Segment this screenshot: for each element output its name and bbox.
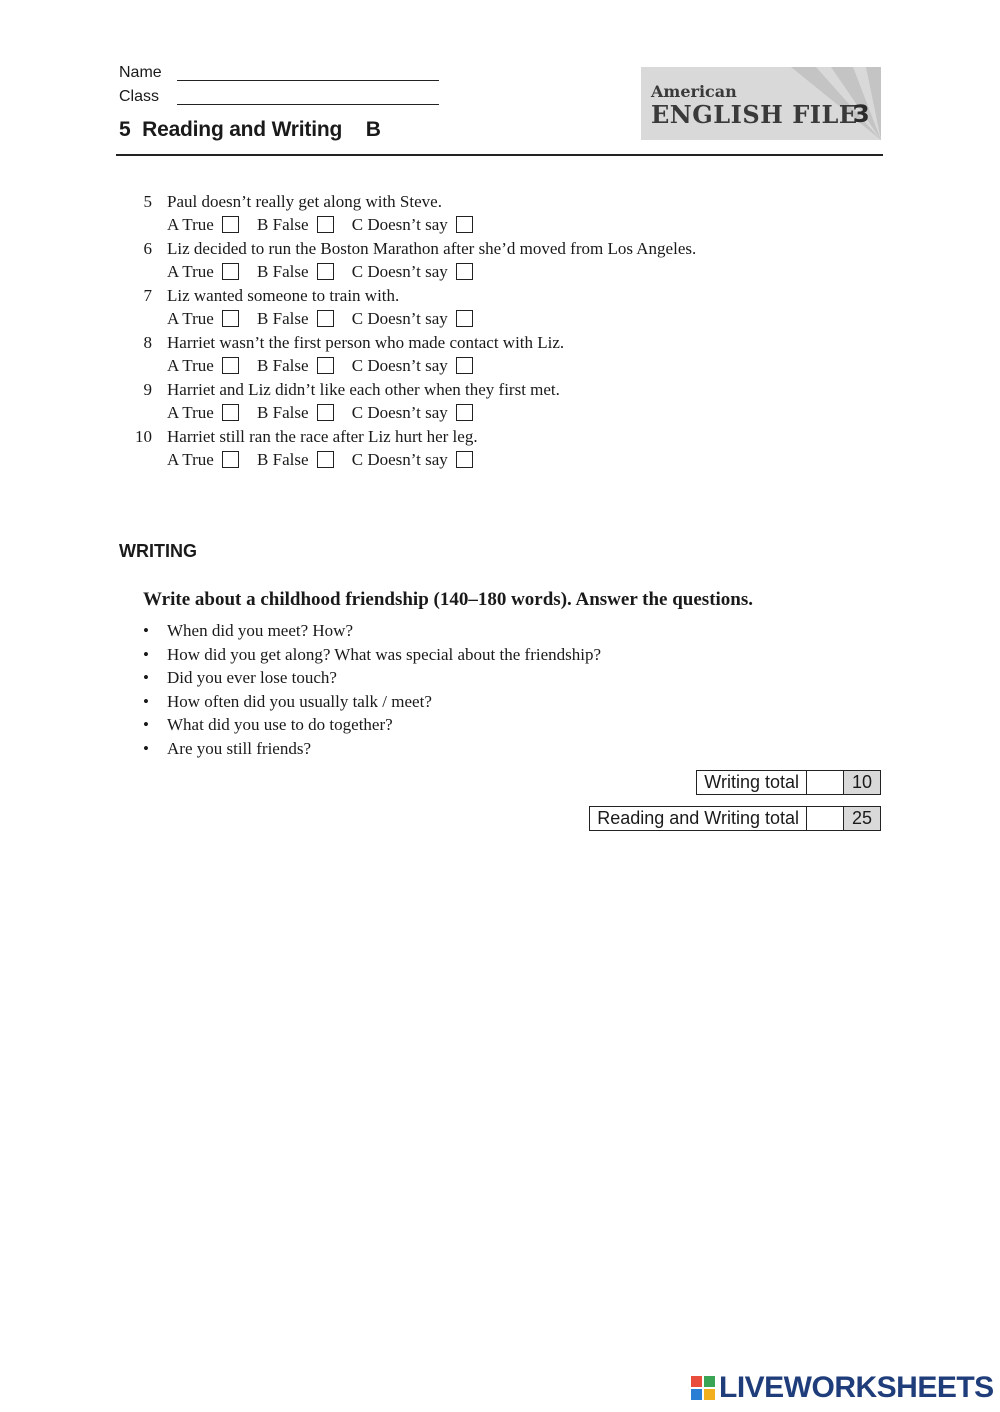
writing-instruction: Write about a childhood friendship (140–180 words). Answer the questions. — [143, 589, 754, 610]
reading-writing-score-field[interactable] — [807, 807, 844, 830]
answer-options — [167, 403, 473, 423]
option-a-checkbox[interactable] — [222, 310, 239, 327]
option-c-label: C Doesn’t say — [351, 403, 448, 422]
question-text: Harriet still ran the race after Liz hurt her leg. — [167, 427, 478, 446]
question-item — [120, 425, 880, 472]
option-b-checkbox[interactable] — [317, 357, 334, 374]
reading-writing-max-score: 25 — [844, 807, 880, 830]
option-c-checkbox[interactable] — [456, 310, 473, 327]
writing-total-label: Writing total — [697, 771, 807, 794]
option-c-checkbox[interactable] — [456, 216, 473, 233]
prompt-text: What did you use to do together? — [167, 715, 393, 734]
list-item — [143, 668, 601, 692]
answer-options — [167, 309, 473, 329]
list-item — [143, 715, 601, 739]
option-a-checkbox[interactable] — [222, 404, 239, 421]
option-a-checkbox[interactable] — [222, 451, 239, 468]
question-list — [120, 190, 880, 472]
bullet-icon: • — [143, 715, 149, 734]
option-c-checkbox[interactable] — [456, 451, 473, 468]
option-b-label: B False — [257, 356, 309, 375]
bullet-icon: • — [143, 738, 149, 758]
option-a-label: A True — [167, 356, 214, 375]
option-a-label: A True — [167, 262, 214, 281]
question-text: Liz wanted someone to train with. — [167, 286, 400, 305]
name-label: Name — [119, 64, 162, 81]
bullet-icon: • — [143, 621, 149, 640]
question-item — [120, 190, 880, 237]
prompt-text: How often did you usually talk / meet? — [167, 691, 432, 711]
option-a-checkbox[interactable] — [222, 216, 239, 233]
option-c-label: C Doesn’t say — [351, 262, 448, 281]
bullet-icon: • — [143, 691, 149, 711]
prompt-text: Did you ever lose touch? — [167, 668, 337, 687]
question-item — [120, 237, 880, 284]
writing-max-score: 10 — [844, 771, 880, 794]
option-c-label: C Doesn’t say — [351, 309, 448, 328]
reading-writing-total-box — [589, 806, 881, 831]
option-a-checkbox[interactable] — [222, 263, 239, 280]
option-b-label: B False — [257, 262, 309, 281]
watermark-text: LIVEWORKSHEETS — [719, 1371, 994, 1404]
liveworksheets-watermark[interactable] — [691, 1370, 994, 1406]
list-item — [143, 621, 601, 645]
question-number: 7 — [143, 286, 152, 305]
option-c-label: C Doesn’t say — [351, 356, 448, 375]
option-a-label: A True — [167, 403, 214, 422]
answer-options — [167, 215, 473, 235]
title-version-letter: B — [365, 118, 381, 141]
option-c-checkbox[interactable] — [456, 357, 473, 374]
question-number: 8 — [143, 333, 152, 352]
option-a-label: A True — [167, 309, 214, 328]
option-b-checkbox[interactable] — [317, 404, 334, 421]
writing-score-field[interactable] — [807, 771, 844, 794]
name-field-line[interactable] — [177, 80, 439, 81]
option-c-checkbox[interactable] — [456, 404, 473, 421]
question-number: 10 — [135, 427, 152, 446]
list-item — [143, 739, 601, 763]
question-text: Harriet and Liz didn’t like each other when they first met. — [167, 380, 560, 399]
page-title — [119, 118, 381, 142]
writing-heading: WRITING — [119, 541, 197, 561]
option-a-label: A True — [167, 450, 214, 469]
option-b-label: B False — [257, 403, 309, 422]
logo-american-text: American — [651, 82, 737, 101]
option-a-checkbox[interactable] — [222, 357, 239, 374]
prompt-text: When did you meet? How? — [167, 621, 353, 640]
option-b-label: B False — [257, 309, 309, 328]
option-b-checkbox[interactable] — [317, 263, 334, 280]
question-item — [120, 331, 880, 378]
question-text: Paul doesn’t really get along with Steve. — [167, 192, 442, 211]
question-number: 5 — [143, 192, 152, 211]
class-field-line[interactable] — [177, 104, 439, 105]
prompt-text: How did you get along? What was special about the friendship? — [167, 644, 602, 664]
list-item — [143, 645, 601, 669]
answer-options — [167, 262, 473, 282]
question-number: 6 — [143, 239, 152, 258]
logo-level-number: 3 — [853, 100, 870, 128]
title-text: Reading and Writing — [142, 118, 343, 141]
option-b-label: B False — [257, 215, 309, 234]
option-c-label: C Doesn’t say — [351, 215, 448, 234]
question-item — [120, 378, 880, 425]
question-text: Harriet wasn’t the first person who made contact with Liz. — [167, 333, 565, 352]
liveworksheets-logo-icon — [691, 1376, 715, 1400]
class-label: Class — [119, 88, 160, 105]
list-item — [143, 692, 601, 716]
logo-english-file-text: ENGLISH FILE — [651, 100, 858, 129]
question-item — [120, 284, 880, 331]
option-b-checkbox[interactable] — [317, 451, 334, 468]
option-c-label: C Doesn’t say — [351, 450, 448, 469]
writing-total-box — [696, 770, 881, 795]
header-divider — [116, 154, 883, 156]
question-number: 9 — [143, 380, 152, 399]
question-text: Liz decided to run the Boston Marathon after she’d moved from Los Angeles. — [167, 239, 697, 258]
option-b-checkbox[interactable] — [317, 216, 334, 233]
writing-prompt-list — [143, 621, 601, 762]
answer-options — [167, 356, 473, 376]
option-a-label: A True — [167, 215, 214, 234]
option-b-checkbox[interactable] — [317, 310, 334, 327]
answer-options — [167, 450, 473, 470]
reading-writing-total-label: Reading and Writing total — [590, 807, 807, 830]
prompt-text: Are you still friends? — [167, 738, 311, 758]
option-b-label: B False — [257, 450, 309, 469]
option-c-checkbox[interactable] — [456, 263, 473, 280]
title-number: 5 — [119, 118, 131, 141]
bullet-icon: • — [143, 644, 149, 664]
bullet-icon: • — [143, 668, 149, 687]
english-file-logo — [641, 67, 881, 140]
